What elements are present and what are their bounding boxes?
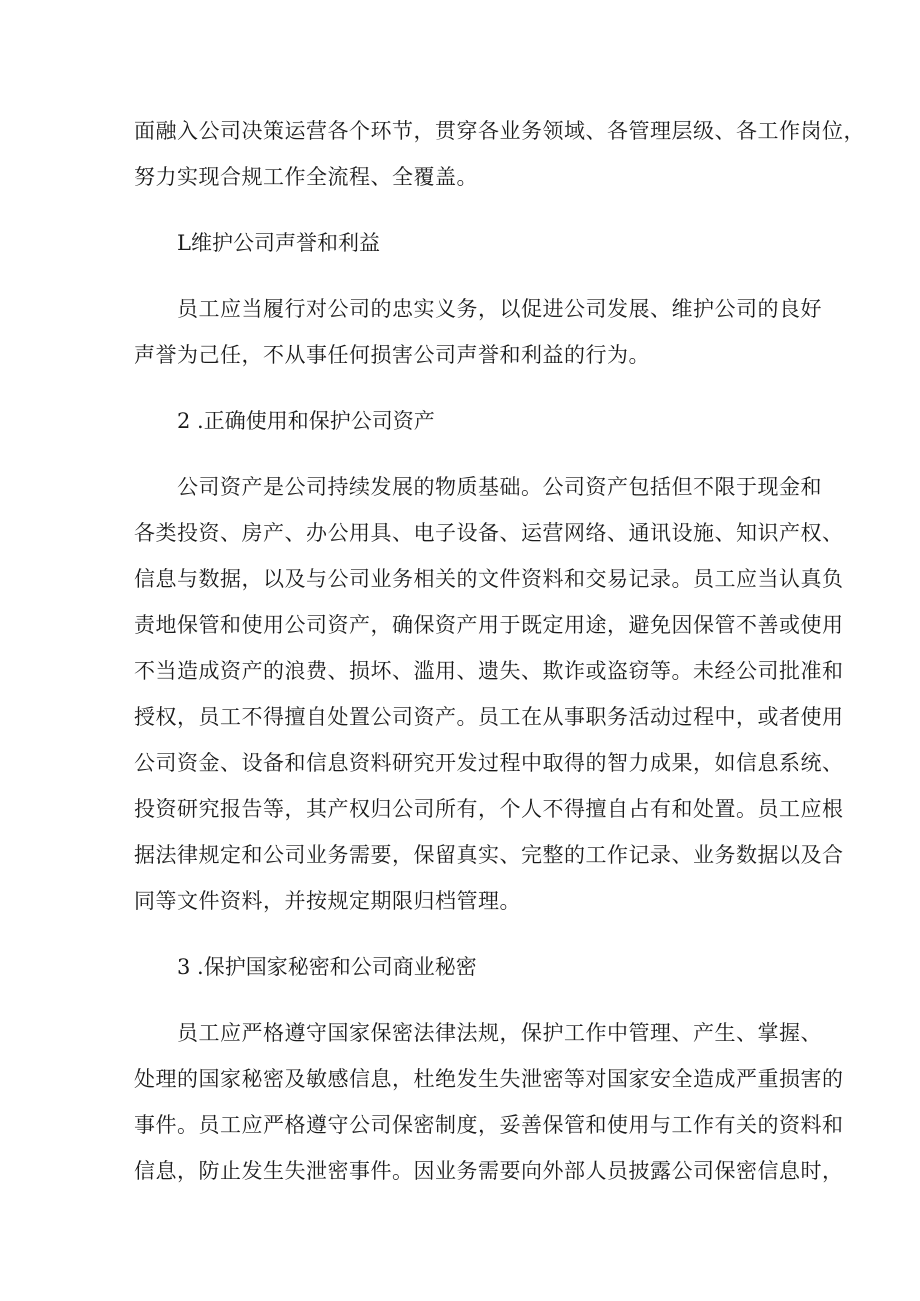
text-line: 据法律规定和公司业务需要，保留真实、完整的工作记录、业务数据以及合 — [134, 843, 844, 867]
text-line: 声誉为己任，不从事任何损害公司声誉和利益的行为。 — [134, 343, 650, 367]
text-line: 公司资金、设备和信息资料研究开发过程中取得的智力成果，如信息系统、 — [134, 751, 844, 775]
text-line: 面融入公司决策运营各个环节，贯穿各业务领域、各管理层级、各工作岗位， — [134, 119, 865, 143]
text-line: 不当造成资产的浪费、损坏、滥用、遗失、欺诈或盗窃等。未经公司批准和 — [134, 659, 844, 683]
text-line: 信息与数据，以及与公司业务相关的文件资料和交易记录。员工应当认真负 — [134, 567, 844, 591]
paragraph-secrets — [134, 1010, 844, 1194]
paragraph-reputation — [134, 286, 822, 378]
text-line: 信息，防止发生失泄密事件。因业务需要向外部人员披露公司保密信息时， — [134, 1159, 844, 1183]
text-line: 各类投资、房产、办公用具、电子设备、运营网络、通讯设施、知识产权、 — [134, 521, 844, 545]
section-heading-1: L维护公司声誉和利益 — [177, 231, 380, 255]
text-line: 员工应严格遵守国家保密法律法规，保护工作中管理、产生、掌握、 — [177, 1021, 822, 1045]
text-line: 事件。员工应严格遵守公司保密制度，妥善保管和使用与工作有关的资料和 — [134, 1113, 844, 1137]
text-line: 公司资产是公司持续发展的物质基础。公司资产包括但不限于现金和 — [177, 475, 822, 499]
text-line: 努力实现合规工作全流程、全覆盖。 — [134, 165, 478, 189]
text-line: 授权，员工不得擅自处置公司资产。员工在从事职务活动过程中，或者使用 — [134, 705, 844, 729]
paragraph-assets — [134, 464, 844, 924]
text-line: 处理的国家秘密及敏感信息，杜绝发生失泄密等对国家安全造成严重损害的 — [134, 1067, 844, 1091]
text-line: 员工应当履行对公司的忠实义务，以促进公司发展、维护公司的良好 — [177, 297, 822, 321]
text-line: 责地保管和使用公司资产，确保资产用于既定用途，避免因保管不善或使用 — [134, 613, 844, 637]
section-heading-3: 3 .保护国家秘密和公司商业秘密 — [177, 955, 477, 979]
section-heading-2: 2 .正确使用和保护公司资产 — [177, 409, 435, 433]
text-line: 投资研究报告等，其产权归公司所有，个人不得擅自占有和处置。员工应根 — [134, 797, 844, 821]
paragraph-compliance — [134, 108, 865, 200]
text-line: 同等文件资料，并按规定期限归档管理。 — [134, 889, 521, 913]
document-page — [134, 108, 865, 1194]
